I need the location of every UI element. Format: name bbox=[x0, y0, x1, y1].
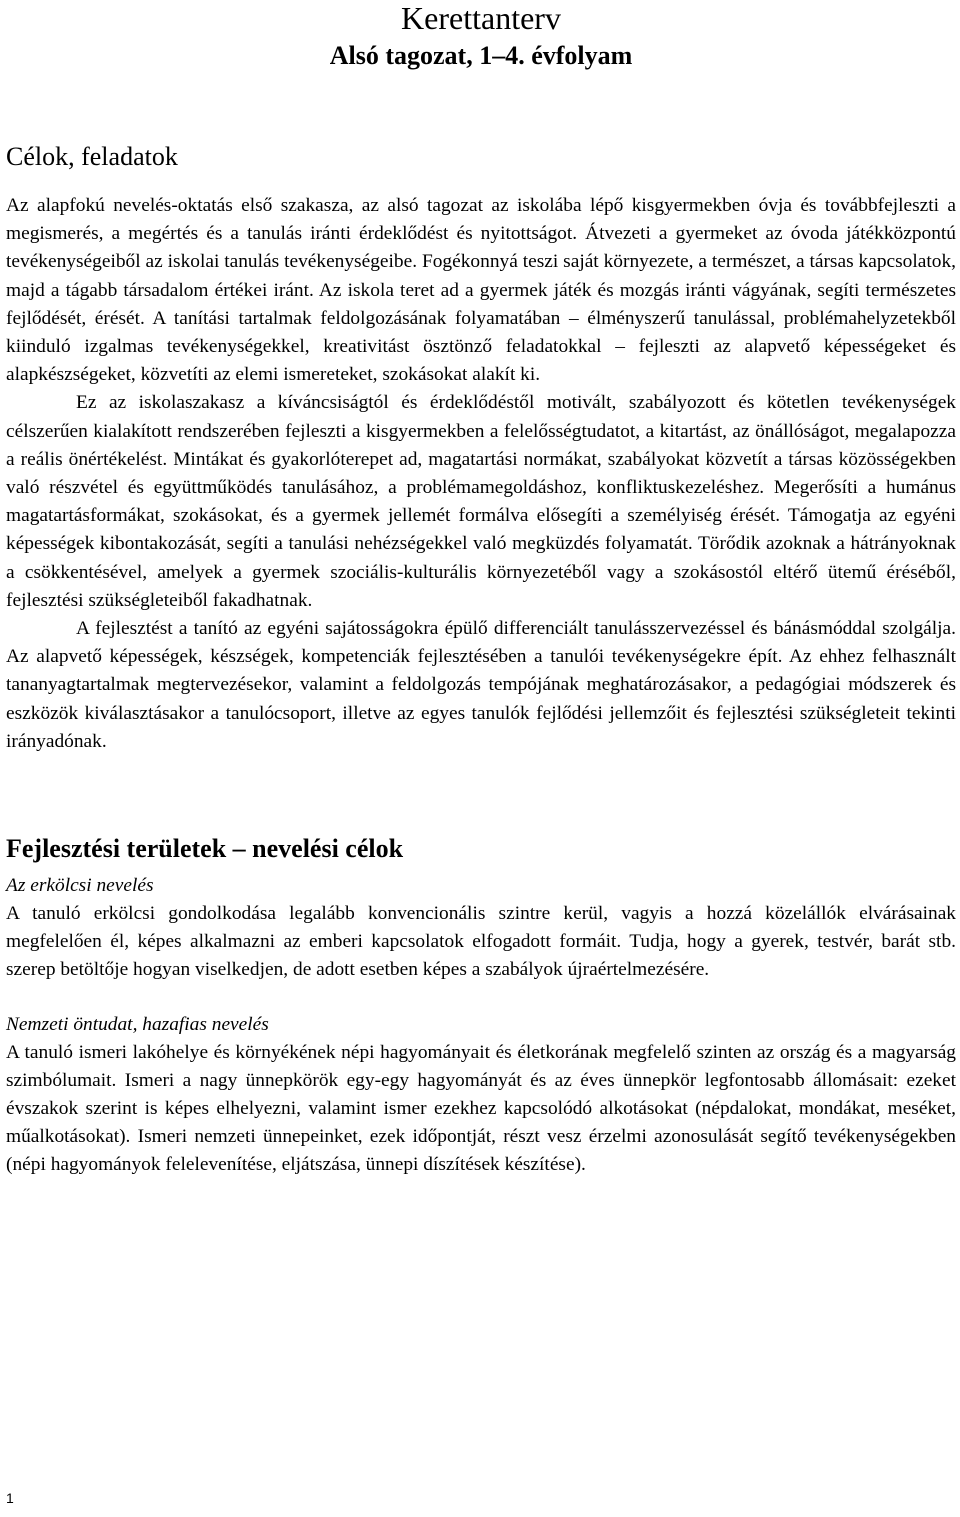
document-title: Kerettanterv bbox=[401, 0, 561, 36]
section-heading-goals: Célok, feladatok bbox=[6, 142, 178, 171]
paragraph: Ez az iskolaszakasz a kíváncsiságtól és érdeklődéstől motivált, szabályozott és kötetlen tevékenységek célszerűen kialakított rendszerében fejleszti a kisgyermekben a felelősségtudatot, a kitartást, az önállóságot, megalapozza a reális önértékelést. Mintákat és gyakorlóterepet ad, magatartási normákat, szabályokat közvetít a társas közösségekben való részvétel és együttműködés tanulásához, a problémamegoldáshoz, konfliktuskezeléshez. Megerősíti a humánus magatartásformákat, szokásokat, és a gyermek jellemét formálva elősegíti a személyiség érését. Támogatja az egyéni képességek kibontakozását, segíti a tanulási nehézségekkel való megküzdés folyamatát. Törődik azoknak a hátrányoknak a csökkentésével, amelyek a gyermek szociális-kulturális környezetéből vagy a szokásostól eltérő ütemű éréséből, fejlesztési szükségleteiből fakadhatnak. bbox=[6, 392, 956, 611]
paragraph: A tanuló ismeri lakóhelye és környékének népi hagyományait és életkorának megfelelő szinten az ország és a magyarság szimbólumait. Ismeri a nagy ünnepkörök egy-egy hagyományát és az éves ünnepkör legfontosabb állomásait: ezeket évszakok szerint is képes elhelyezni, valamint ismer ezekhez kapcsolódó alkotásokat (népdalokat, mondákat, meséket, műalkotásokat). Ismeri nemzeti ünnepeinket, ezek időpontját, részt vesz érzelmi azonosulását segítő tevékenységekben (népi hagyományok felelevenítése, eljátszása, ünnepi díszítések készítése). bbox=[6, 1041, 956, 1176]
document-subtitle: Alsó tagozat, 1–4. évfolyam bbox=[329, 41, 633, 70]
paragraph: A fejlesztést a tanító az egyéni sajátosságokra épülő differenciált tanulásszervezéssel és bánásmóddal szolgálja. Az alapvető képességek, készségek, kompetenciák fejlesztésében a tanulói tevékenységekre épít. Az ehhez felhasznált tananyagtartalmak megtervezésekor, valamint a feldolgozás tempójának meghatározásakor, a pedagógiai módszerek és eszközök kiválasztásakor a tanulócsoport, illetve az egyes tanulók fejlődési jellemzőit és fejlesztési szükségleteit tekinti irányadónak. bbox=[6, 618, 956, 752]
document-page bbox=[6, 0, 956, 1180]
paragraph: A tanuló erkölcsi gondolkodása legalább konvencionális szintre kerül, vagyis a hozzá közelállók elvárásainak megfelelően él, képes alkalmazni az emberi kapcsolatok elfogadott formáit. Tudja, hogy a gyerek, testvér, barát stb. szerep betöltője hogyan viselkedjen, de adott esetben képes a szabályok újraértelmezésére. bbox=[6, 903, 956, 981]
subsection-title-national-identity: Nemzeti öntudat, hazafias nevelés bbox=[6, 1013, 269, 1035]
section-heading-development-areas: Fejlesztési területek – nevelési célok bbox=[6, 834, 404, 864]
subsection-title-moral-education: Az erkölcsi nevelés bbox=[6, 875, 154, 897]
page-number: 1 bbox=[6, 1490, 14, 1506]
paragraph: Az alapfokú nevelés-oktatás első szakasza, az alsó tagozat az iskolába lépő kisgyermekben óvja és továbbfejleszti a megismerés, a megértés és a tanulás iránti érdeklődést és nyitottságot. Átvezeti a gyermeket az óvoda játékközpontú tevékenységeiből az iskolai tanulás tevékenységeibe. Fogékonnyá teszi saját környezete, a természet, a társas kapcsolatok, majd a tágabb társadalom értékei iránt. Az iskola teret ad a gyermek játék és mozgás iránti vágyának, segíti természetes fejlődését, érését. A tanítási tartalmak feldolgozásának folyamatában – élményszerű tanulással, problémahelyzetekből kiinduló izgalmas tevékenységekkel, kreativitást ösztönző feladatokkal – fejleszti az alapvető képességeket és alapkészségeket, közvetíti az elemi ismereteket, szokásokat alakít ki. bbox=[6, 195, 956, 386]
